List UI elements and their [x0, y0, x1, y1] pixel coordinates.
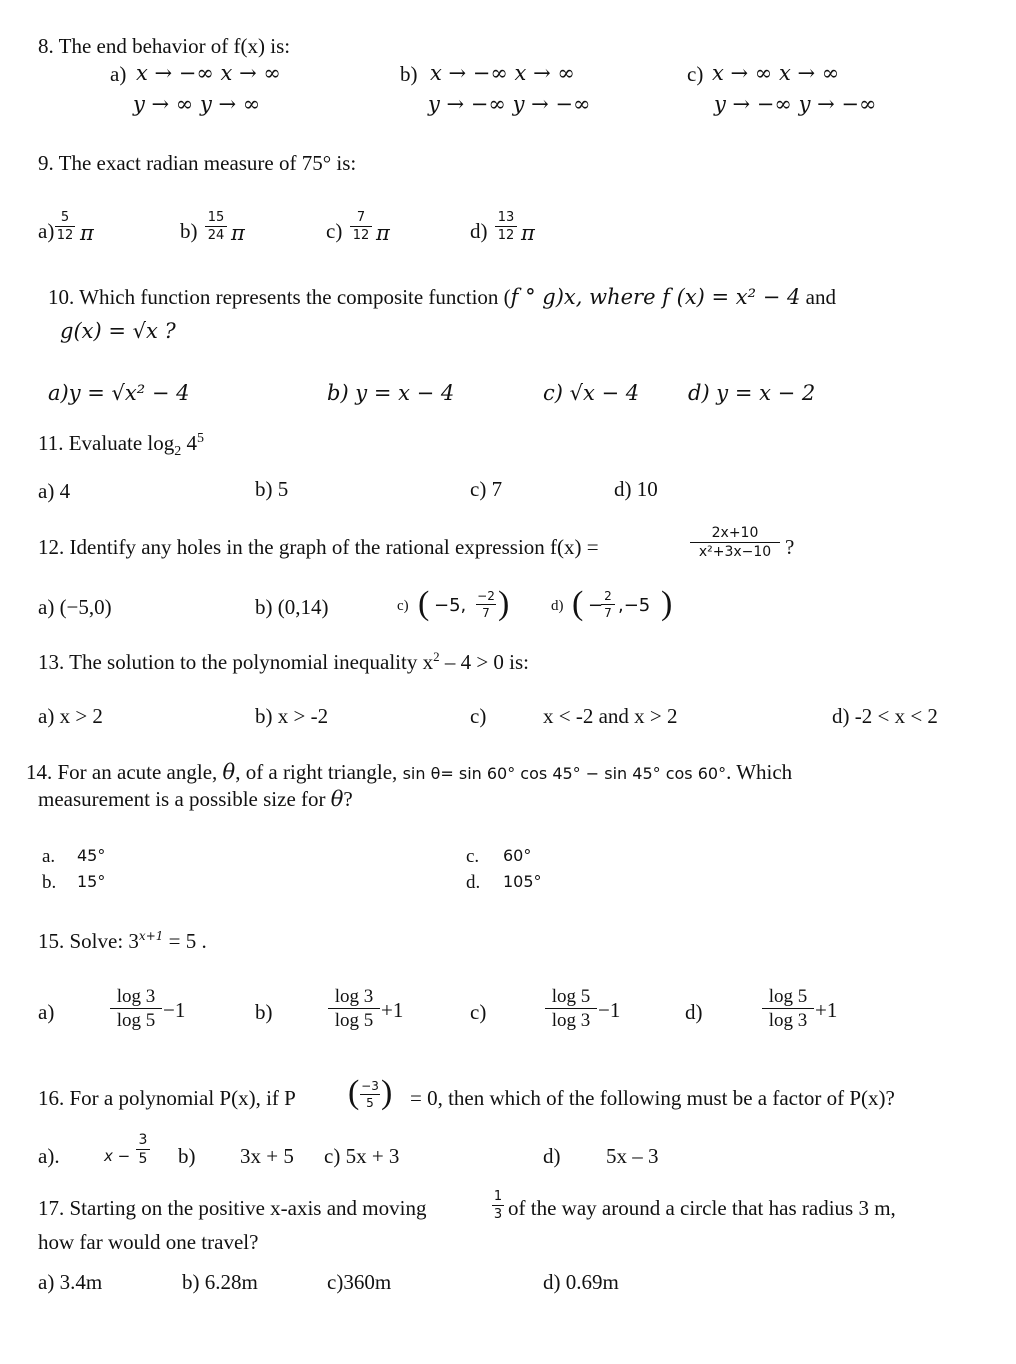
q10-stem-line1	[48, 287, 836, 308]
q15-c-numerator: log 5	[551, 986, 591, 1007]
q9-option-c-pi: π	[376, 221, 390, 245]
q16-option-c[interactable]: c) 5x + 3	[324, 1144, 400, 1168]
fraction-bar	[476, 604, 496, 605]
q16-fraction	[360, 1080, 380, 1109]
q9-option-a-fraction	[55, 211, 75, 242]
q12-d-minus: −	[588, 595, 604, 616]
q9-stem: 9. The exact radian measure of 75° is:	[38, 151, 357, 175]
q15-b-denominator: log 5	[334, 1010, 374, 1031]
q16-option-a-fraction	[136, 1133, 150, 1166]
q16-option-b-label[interactable]: b)	[178, 1144, 196, 1168]
q8-option-a-y: y → ∞ y → ∞	[133, 92, 261, 116]
q14-option-c-label[interactable]: c.	[466, 846, 480, 867]
q13-option-b[interactable]: b) x > -2	[255, 704, 329, 728]
q16-option-d-label[interactable]: d)	[543, 1144, 561, 1168]
q15-option-a-tail: −1	[163, 998, 186, 1022]
q12-numerator: 2x+10	[711, 525, 759, 541]
q8-option-b-x: x → −∞ x → ∞	[430, 61, 575, 85]
q8-option-c-label[interactable]: c)	[687, 62, 704, 86]
q17-stem-prefix: 17. Starting on the positive x-axis and moving	[38, 1196, 427, 1220]
fraction-bar	[545, 1008, 597, 1009]
q15-option-d-label[interactable]: d)	[685, 1000, 703, 1024]
q15-option-c-label[interactable]: c)	[470, 1000, 487, 1024]
q12-c-paren-left: (	[418, 585, 430, 622]
q15-option-a-fraction	[110, 987, 162, 1030]
q12-option-d-label[interactable]: d)	[551, 598, 564, 614]
q14-option-d-label[interactable]: d.	[466, 872, 481, 893]
q9-option-a-pi: π	[80, 221, 94, 245]
q15-option-a-label[interactable]: a)	[38, 1000, 55, 1024]
q16-option-d[interactable]: 5x – 3	[606, 1144, 659, 1168]
q16-stem-prefix: 16. For a polynomial P(x), if P	[38, 1086, 296, 1110]
q15-option-b-tail: +1	[381, 998, 404, 1022]
q15-stem-tail: = 5 .	[163, 929, 207, 953]
q10-option-c[interactable]: c) √x − 4	[543, 381, 640, 405]
q8-option-c-x: x → ∞ x → ∞	[712, 61, 840, 85]
q12-d-numerator: 2	[604, 589, 612, 603]
q12-c-paren-right: )	[498, 585, 510, 622]
q10-stem-line2: g(x) = √x ?	[60, 319, 176, 343]
q11-option-d[interactable]: d) 10	[614, 477, 658, 501]
q9-b-denominator: 24	[207, 228, 225, 243]
q8-stem: 8. The end behavior of f(x) is:	[38, 34, 291, 58]
q9-c-numerator: 7	[356, 210, 366, 225]
q10-option-d[interactable]: d) y = x − 2	[688, 381, 816, 405]
q15-option-d-fraction	[762, 987, 814, 1030]
q10-composite-expression: f ° g)x, where f (x) = x² − 4	[510, 285, 801, 309]
q15-exponent: x+1	[138, 929, 164, 943]
q10-stem-text: 10. Which function represents the composite function (	[48, 285, 511, 309]
q16-option-a-x: x −	[104, 1147, 131, 1165]
q17-fraction	[492, 1190, 504, 1221]
q17-denominator: 3	[493, 1207, 503, 1222]
q11-argument: 4	[181, 431, 198, 455]
q8-option-c-y: y → −∞ y → −∞	[714, 92, 877, 116]
q8-option-b-label[interactable]: b)	[400, 62, 418, 86]
q15-a-denominator: log 5	[116, 1010, 156, 1031]
q10-stem-and: and	[800, 285, 836, 309]
q12-denominator: x²+3x−10	[698, 544, 772, 560]
q14-stem-line2	[38, 789, 353, 810]
q17-stem-suffix: of the way around a circle that has radius 3 m,	[508, 1196, 896, 1220]
q17-option-a[interactable]: a) 3.4m	[38, 1270, 103, 1294]
q16-stem-suffix: = 0, then which of the following must be a factor of P(x)?	[410, 1086, 895, 1110]
q9-option-d-pi: π	[521, 221, 535, 245]
q17-option-c[interactable]: c)360m	[327, 1270, 392, 1294]
q16-a-denominator: 5	[138, 1151, 148, 1167]
q14-stem-which: . Which	[726, 760, 793, 784]
q16-paren-left: (	[348, 1074, 360, 1111]
q15-b-numerator: log 3	[334, 986, 374, 1007]
q12-stem: 12. Identify any holes in the graph of the rational expression f(x) =	[38, 535, 599, 559]
q17-stem-line2: how far would one travel?	[38, 1230, 259, 1254]
q9-c-denominator: 12	[352, 228, 370, 243]
fraction-bar	[690, 542, 780, 543]
q16-numerator: −3	[361, 1079, 379, 1093]
q16-option-b[interactable]: 3x + 5	[240, 1144, 294, 1168]
q15-c-denominator: log 3	[551, 1010, 591, 1031]
q12-c-denominator: 7	[482, 606, 490, 620]
q13-exponent: 2	[433, 649, 440, 664]
q12-d-second: ,−5	[618, 595, 651, 616]
q9-a-denominator: 12	[56, 228, 74, 243]
q13-stem-text: 13. The solution to the polynomial inequality x	[38, 650, 434, 674]
q9-a-numerator: 5	[60, 210, 70, 225]
q15-stem	[38, 930, 207, 952]
q14-option-c[interactable]: 60°	[503, 846, 532, 865]
q9-option-d-label[interactable]: d)	[470, 219, 488, 243]
q11-option-c[interactable]: c) 7	[470, 477, 503, 501]
q14-option-b[interactable]: 15°	[77, 872, 106, 891]
q13-option-d[interactable]: d) -2 < x < 2	[832, 704, 938, 728]
q16-option-a-label[interactable]: a).	[38, 1144, 60, 1168]
q12-question-mark: ?	[785, 535, 795, 559]
fraction-bar	[360, 1094, 380, 1095]
fraction-bar	[136, 1149, 150, 1150]
q15-stem-text: 15. Solve: 3	[38, 929, 139, 953]
fraction-bar	[492, 1205, 504, 1206]
q10-option-a[interactable]: a)y = √x² − 4	[48, 381, 190, 405]
q11-stem-text: 11. Evaluate log	[38, 431, 175, 455]
q9-option-b-fraction	[205, 211, 227, 242]
q9-b-numerator: 15	[207, 210, 225, 225]
q9-d-numerator: 13	[497, 210, 515, 225]
q14-stem-text: 14. For an acute angle,	[26, 760, 223, 784]
q17-option-d[interactable]: d) 0.69m	[543, 1270, 619, 1294]
q12-d-fraction	[601, 590, 615, 619]
q10-option-b[interactable]: b) y = x − 4	[327, 381, 455, 405]
fraction-bar	[205, 226, 227, 227]
q15-d-numerator: log 5	[768, 986, 808, 1007]
q11-exponent: 5	[197, 431, 205, 446]
q17-numerator: 1	[493, 1189, 503, 1204]
q14-option-b-label[interactable]: b.	[42, 872, 57, 893]
q16-paren-right: )	[381, 1074, 393, 1111]
q11-log-base: 2	[174, 444, 182, 460]
q17-option-b[interactable]: b) 6.28m	[182, 1270, 258, 1294]
q16-denominator: 5	[366, 1096, 374, 1110]
q13-stem	[38, 650, 529, 673]
q12-d-denominator: 7	[604, 606, 612, 620]
q14-stem-text-2: , of a right triangle,	[235, 760, 403, 784]
q12-d-paren-right: )	[661, 585, 673, 622]
q15-option-b-fraction	[328, 987, 380, 1030]
q15-option-d-tail: +1	[815, 998, 838, 1022]
q12-d-paren-left: (	[572, 585, 584, 622]
q14-theta-2: θ	[330, 787, 344, 811]
q12-option-b[interactable]: b) (0,14)	[255, 595, 329, 619]
q12-c-numerator: −2	[477, 589, 495, 603]
q9-option-b-pi: π	[231, 221, 245, 245]
q9-d-denominator: 12	[497, 228, 515, 243]
q11-option-b[interactable]: b) 5	[255, 477, 289, 501]
q15-d-denominator: log 3	[768, 1010, 808, 1031]
q12-option-c-label[interactable]: c)	[397, 598, 409, 614]
q8-option-b-y: y → −∞ y → −∞	[428, 92, 591, 116]
q9-option-a-label[interactable]: a)	[38, 219, 55, 243]
q11-option-a[interactable]: a) 4	[38, 479, 71, 503]
q12-rational-expression	[690, 526, 780, 559]
q16-a-numerator: 3	[138, 1132, 148, 1148]
q14-option-a[interactable]: 45°	[77, 846, 106, 865]
fraction-bar	[55, 226, 75, 227]
q15-option-b-label[interactable]: b)	[255, 1000, 273, 1024]
q13-option-c[interactable]: x < -2 and x > 2	[543, 704, 678, 728]
q15-option-c-fraction	[545, 987, 597, 1030]
q9-option-c-fraction	[350, 211, 372, 242]
q9-option-c-label[interactable]: c)	[326, 219, 343, 243]
q14-stem-line1	[26, 762, 792, 783]
q8-option-a-x: x → −∞ x → ∞	[136, 61, 281, 85]
q8-option-a-label[interactable]: a)	[110, 62, 127, 86]
q12-c-first: −5,	[434, 595, 467, 616]
q14-option-d[interactable]: 105°	[503, 872, 542, 891]
q11-stem	[38, 432, 204, 459]
q13-option-a[interactable]: a) x > 2	[38, 704, 103, 728]
fraction-bar	[601, 604, 615, 605]
q13-option-c-label[interactable]: c)	[470, 704, 487, 728]
fraction-bar	[110, 1008, 162, 1009]
q14-theta: θ	[222, 760, 236, 784]
q14-stem-q: ?	[343, 787, 353, 811]
fraction-bar	[350, 226, 372, 227]
q15-option-c-tail: −1	[598, 998, 621, 1022]
fraction-bar	[495, 226, 517, 227]
q15-a-numerator: log 3	[116, 986, 156, 1007]
fraction-bar	[328, 1008, 380, 1009]
q12-option-a[interactable]: a) (−5,0)	[38, 595, 112, 619]
q9-option-b-label[interactable]: b)	[180, 219, 198, 243]
q14-option-a-label[interactable]: a.	[42, 846, 56, 867]
q9-option-d-fraction	[495, 211, 517, 242]
fraction-bar	[762, 1008, 814, 1009]
q12-c-fraction	[476, 590, 496, 619]
q14-formula: sin θ= sin 60° cos 45° − sin 45° cos 60°	[402, 764, 727, 783]
q13-stem-tail: – 4 > 0 is:	[439, 650, 530, 674]
q14-stem-text-3: measurement is a possible size for	[38, 787, 331, 811]
